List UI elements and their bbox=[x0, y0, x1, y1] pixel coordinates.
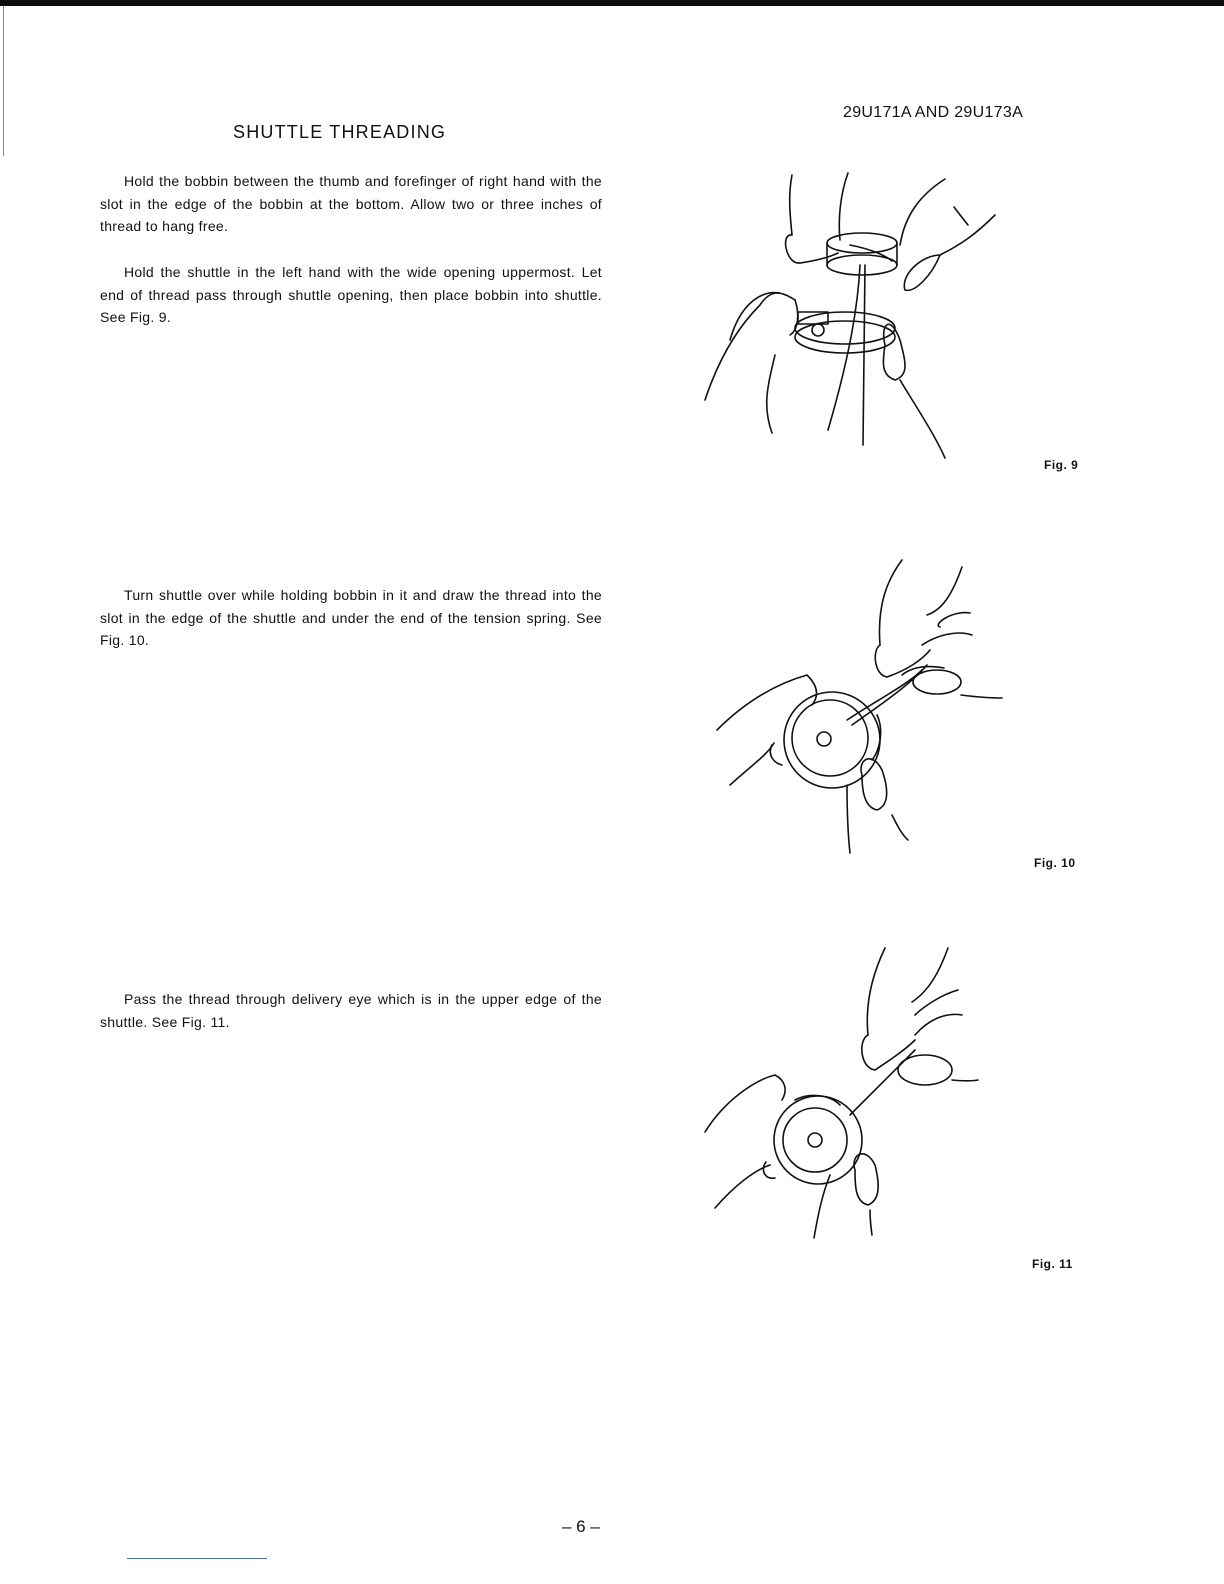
scan-bottom-line bbox=[127, 1558, 267, 1559]
scan-left-edge bbox=[3, 6, 4, 156]
instruction-paragraph-1: Hold the bobbin between the thumb and forefinger of right hand with the slot in the edge of the bobbin at the bottom. Allow two or three inches of thread to hang free. bbox=[100, 173, 602, 234]
instruction-paragraph-2: Hold the shuttle in the left hand with the wide opening uppermost. Let end of thread pass through shuttle opening, then place bobbin into shuttle. See Fig. 9. bbox=[100, 264, 602, 325]
page-title: SHUTTLE THREADING bbox=[233, 122, 447, 142]
figure-11-illustration bbox=[700, 940, 1000, 1240]
figure-9-label: Fig. 9 bbox=[1044, 458, 1079, 472]
figure-10-illustration bbox=[712, 555, 1012, 865]
instruction-paragraph-3: Turn shuttle over while holding bobbin in it and draw the thread into the slot in the edge of the shuttle and under the end of the tension spring. See Fig. 10. bbox=[100, 587, 602, 648]
figure-10-label: Fig. 10 bbox=[1034, 856, 1076, 870]
figure-9-illustration bbox=[700, 165, 1020, 465]
page-number: – 6 – bbox=[562, 1517, 600, 1536]
instruction-paragraph-4: Pass the thread through delivery eye which is in the upper edge of the shuttle. See Fig. 11. bbox=[100, 991, 602, 1030]
figure-11-label: Fig. 11 bbox=[1032, 1257, 1073, 1271]
scan-top-border bbox=[0, 0, 1224, 6]
model-number-header: 29U171A AND 29U173A bbox=[843, 104, 1024, 121]
